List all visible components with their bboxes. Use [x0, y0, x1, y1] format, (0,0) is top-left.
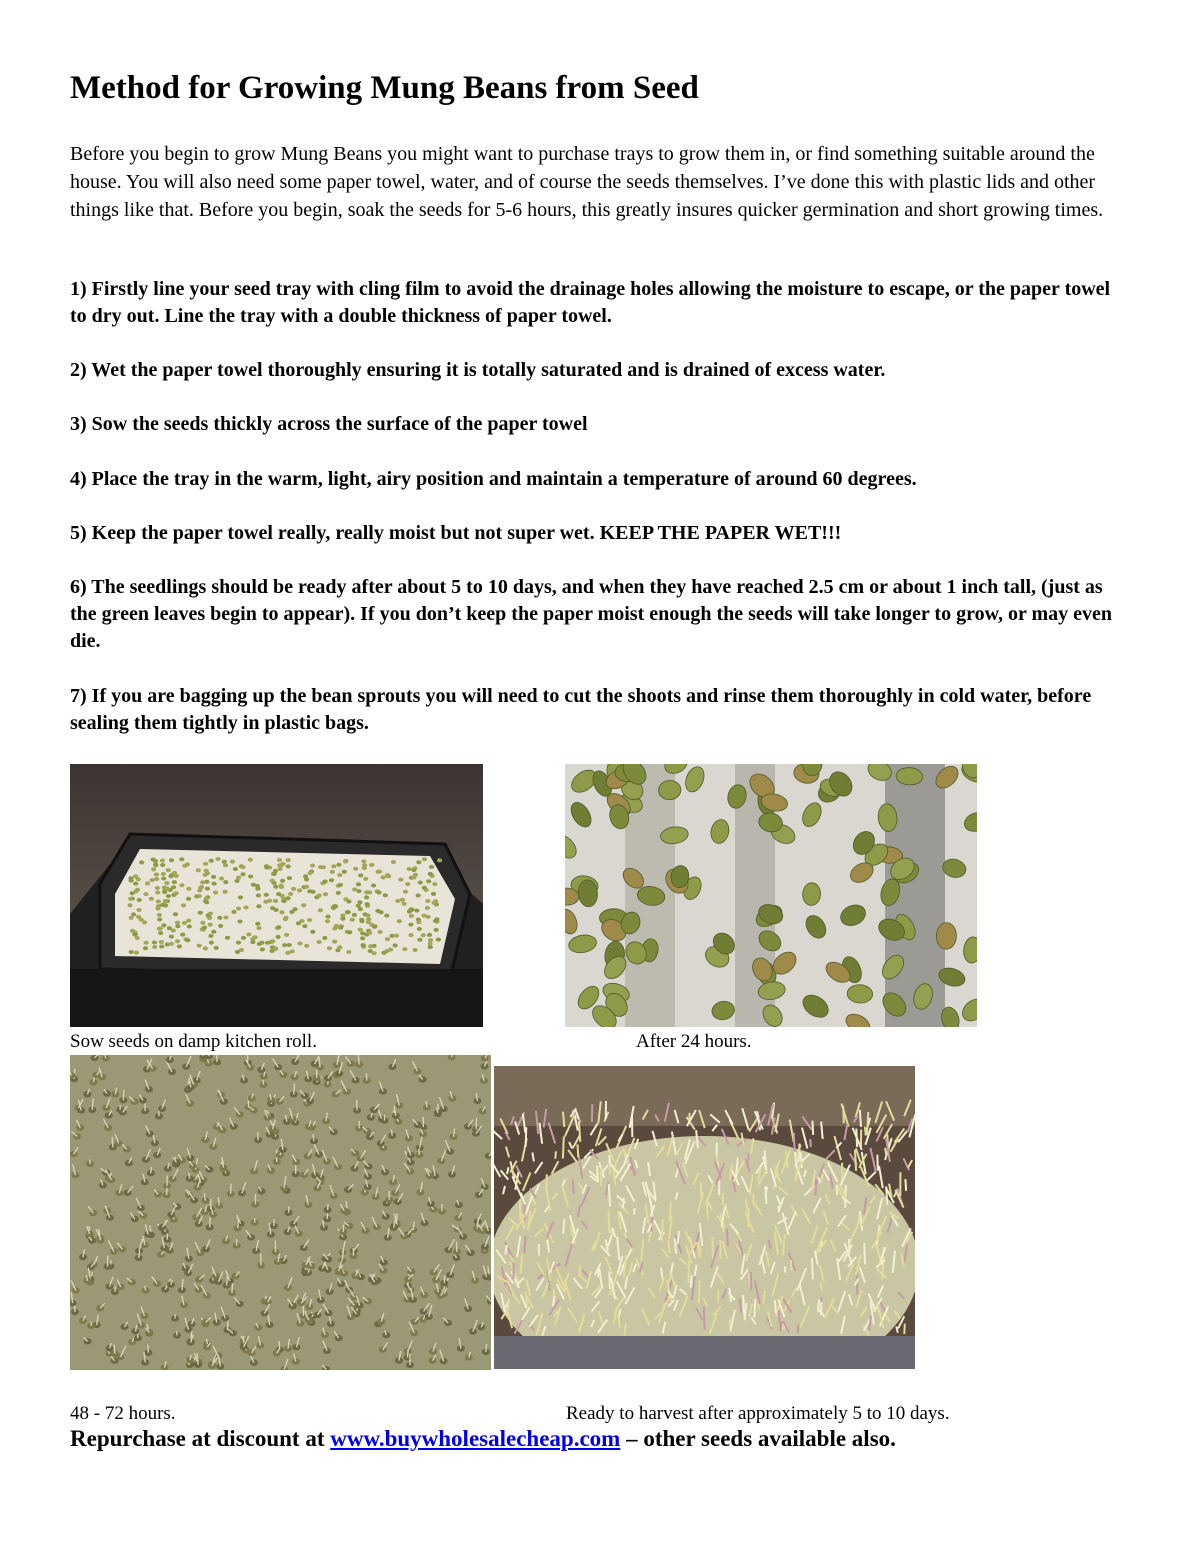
photo-after-24-hours [565, 764, 977, 1027]
step-2: 2) Wet the paper towel thoroughly ensuring it is totally saturated and is drained of excess water. [70, 359, 886, 381]
step-5: 5) Keep the paper towel really, really moist but not super wet. KEEP THE PAPER WET!!! [70, 522, 842, 544]
photo-ready-to-harvest [494, 1066, 915, 1369]
photo-seed-tray [70, 764, 483, 1027]
step-3: 3) Sow the seeds thickly across the surface of the paper towel [70, 413, 588, 435]
step-4: 4) Place the tray in the warm, light, airy position and maintain a temperature of around 60 degrees. [70, 468, 917, 490]
footer-suffix: – other seeds available also. [620, 1426, 896, 1451]
intro-paragraph: Before you begin to grow Mung Beans you might want to purchase trays to grow them in, or find something suitable around the house. You will also need some paper towel, water, and of course the seeds themselves. I’ve done this with plastic lids and other things like that. Before you begin, soak the seeds for 5-6 hours, this greatly insures quicker germination and short growing times. [70, 143, 1104, 221]
footer-prefix: Repurchase at discount at [70, 1426, 331, 1451]
caption-48-72-hours: 48 - 72 hours. [70, 1403, 176, 1424]
caption-seed-tray: Sow seeds on damp kitchen roll. [70, 1031, 317, 1052]
step-7: 7) If you are bagging up the bean sprouts you will need to cut the shoots and rinse them thoroughly in cold water, before sealing them tightly in plastic bags. [70, 685, 1092, 734]
caption-ready-to-harvest: Ready to harvest after approximately 5 to 10 days. [566, 1403, 950, 1424]
step-1: 1) Firstly line your seed tray with cling film to avoid the drainage holes allowing the moisture to escape, or the paper towel to dry out. Line the tray with a double thickness of paper towel. [70, 278, 1111, 327]
page-title: Method for Growing Mung Beans from Seed [70, 70, 699, 106]
footer-repurchase [70, 1426, 896, 1452]
store-link[interactable]: www.buywholesalecheap.com [330, 1426, 621, 1451]
step-6: 6) The seedlings should be ready after about 5 to 10 days, and when they have reached 2.5 cm or about 1 inch tall, (just as the green leaves begin to appear). If you don’t keep the paper moist enough the seeds will take longer to grow, or may even die. [70, 576, 1113, 652]
caption-after-24-hours: After 24 hours. [636, 1031, 752, 1052]
photo-48-72-hours [70, 1055, 491, 1370]
